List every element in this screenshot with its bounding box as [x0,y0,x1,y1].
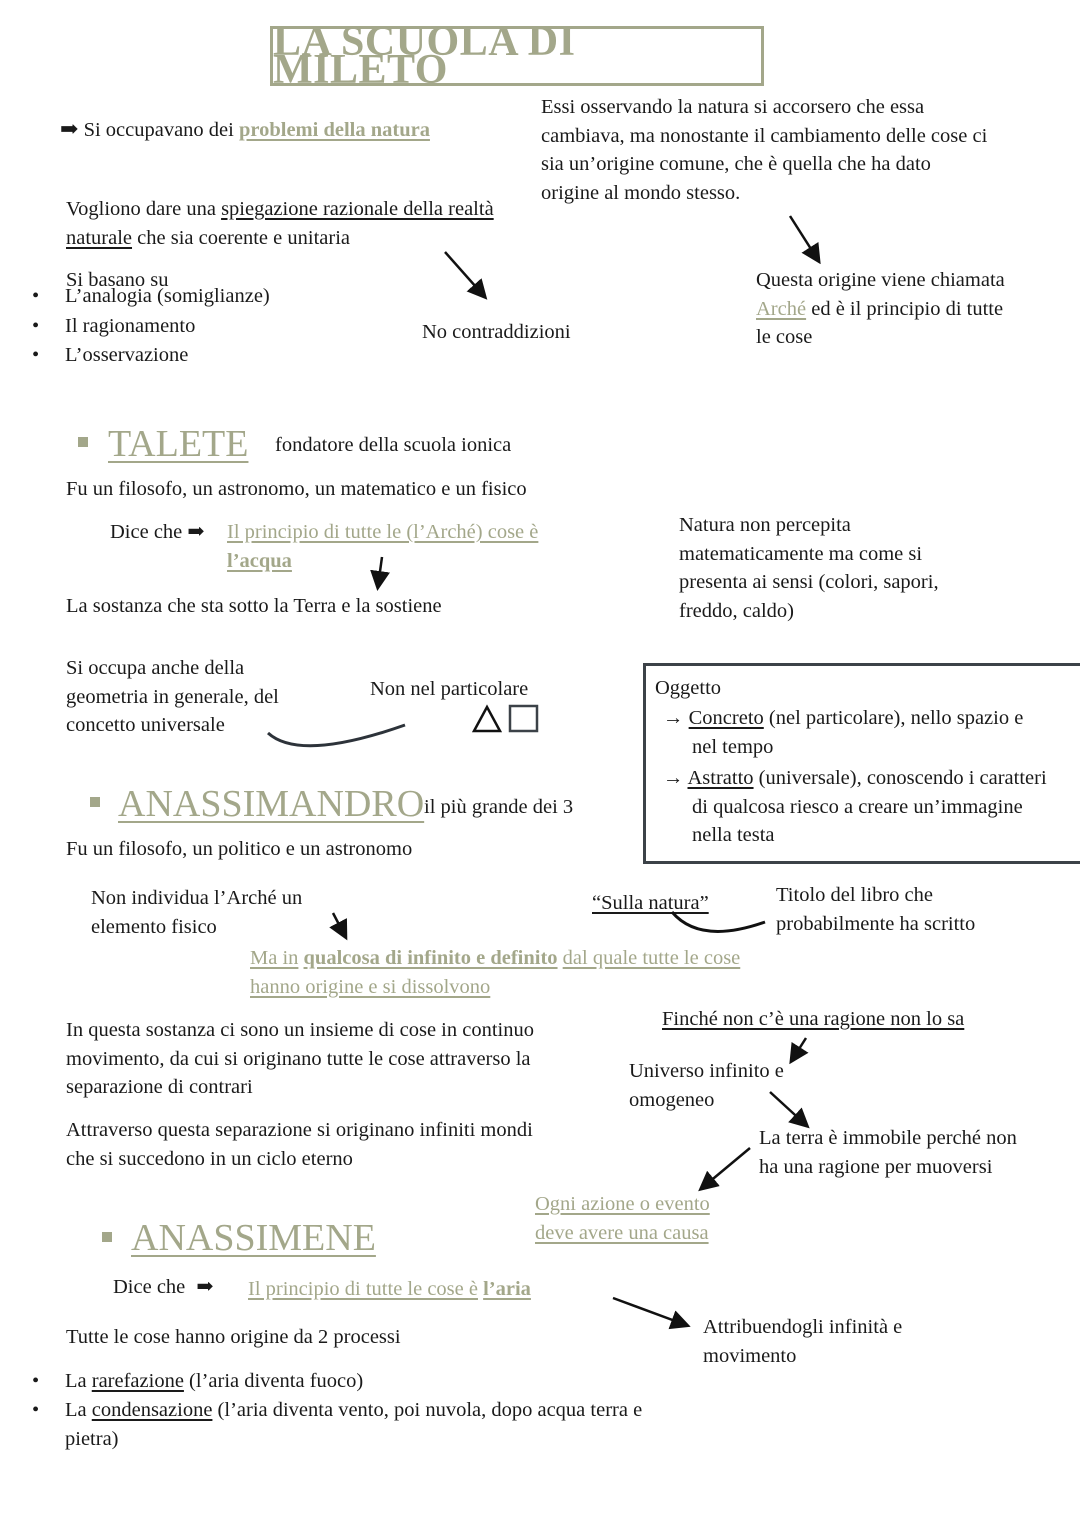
la: La [65,1370,87,1392]
square-icon [510,706,537,731]
basano-label: Si basano su [66,269,169,291]
arrow-icon [702,1148,750,1188]
vogliono-suffix: che sia coerente e unitaria [137,226,350,249]
non-individua: Non individua l’Arché un elemento fisico [91,887,303,938]
universo-text: Universo infinito e omogeneo [629,1060,784,1111]
condensazione: condensazione [91,1399,213,1421]
geometria-paragraph: Si occupa anche della geometria in generale, del concetto universale [66,657,279,736]
la: La [65,1399,87,1421]
arrow-icon [333,913,345,936]
page-title: LA SCUOLA DI MILETO [273,18,576,93]
anassimandro-heading: ANASSIMANDRO [118,783,425,825]
concreto-term: Concreto [688,707,764,729]
talete-sostanza: La sostanza che sta sotto la Terra e la sostiene [66,595,442,617]
acqua-text: l’acqua [227,549,292,572]
talete-fu: Fu un filosofo, un astronomo, un matematico e un fisico [66,478,527,500]
rarefazione: rarefazione [91,1370,184,1392]
item-rest: (l’aria diventa fuoco) [189,1370,364,1392]
libro-note: Titolo del libro che probabilmente ha scritto [776,884,976,935]
occupavano-text: Si occupavano dei [83,119,234,141]
arrow-icon [770,1092,806,1125]
arche-link: Arché [756,297,807,320]
non-particolare: Non nel particolare [370,678,529,700]
item-rest: (l’aria diventa vento, poi nuvola, dopo acqua terra e pietra) [65,1399,643,1450]
thick-arrow-icon: ➡ [187,521,205,543]
curve-connector [268,725,405,746]
problemi-natura-link: problemi della natura [238,119,430,141]
mondi-paragraph: Attraverso questa separazione si originano infiniti mondi che si succedono in un ciclo eterno [66,1119,533,1170]
terra-text: La terra è immobile perché non ha una ragione per muoversi [759,1127,1017,1178]
curve-connector [672,912,765,931]
talete-heading: TALETE [108,423,249,465]
arrow-icon [445,252,484,296]
oggetto-heading: Oggetto [655,677,722,699]
aria-text: l’aria [483,1278,531,1300]
triangle-icon [474,707,500,731]
no-contraddizioni: No contraddizioni [422,321,571,343]
list-item: • L’analogia (somiglianze) [0,282,270,312]
arrow-icon [613,1298,686,1325]
infinito-definito: qualcosa di infinito e definito [303,947,558,969]
natura-paragraph: Natura non percepita matematicamente ma come si presenta ai sensi (colori, sapori, freddo, caldo) [679,514,939,622]
sostanza-paragraph: In questa sostanza ci sono un insieme di cose in continuo movimento, da cui si originano tutte le cose attraverso la separazione di contrari [66,1019,534,1098]
concreto-rest: (nel particolare), nello spazio e nel tempo [692,707,1024,758]
principio-text: Il principio di tutte le (l’Arché) cose è [227,521,539,543]
list-item: • Il ragionamento [0,312,270,342]
essi-paragraph: Essi osservando la natura si accorsero che essa cambiava, ma nonostante il cambiamento delle cose ci sia un’origine comune, che è quella che ha dato origine al mondo stesso. [541,96,988,204]
talete-subtitle: fondatore della scuola ionica [275,434,512,456]
dice-che: Dice che [110,521,183,543]
anassimandro-subtitle: il più grande dei 3 [424,796,574,818]
principio-text: Il principio di tutte le cose è [248,1278,478,1300]
arrow-icon: → [663,707,689,729]
causa-text: Ogni azione o evento deve avere una causa [535,1193,710,1244]
ma-rest: dal quale tutte le cose hanno origine e si dissolvono [250,947,741,998]
origine-suffix: ed è il principio di tutte le cose [756,297,1004,348]
thick-arrow-icon: ➡ [196,1276,214,1298]
thick-arrow-icon: ➡ [60,116,79,141]
arrow-icon [378,557,382,586]
anassimene-heading: ANASSIMENE [131,1217,376,1259]
sulla-natura: “Sulla natura” [592,892,709,914]
vogliono-prefix: Vogliono dare una [66,198,216,220]
vogliono-underlined: spiegazione razionale della realtà naturale [66,198,494,249]
arrow-icon [792,1038,806,1060]
list-item: • L’osservazione [0,341,270,371]
processi-text: Tutte le cose hanno origine da 2 processi [66,1326,401,1348]
astratto-term: Astratto [687,767,754,789]
origine-prefix: Questa origine viene chiamata [756,269,1005,291]
ma-in: Ma in [250,947,299,969]
anassimandro-fu: Fu un filosofo, un politico e un astronomo [66,838,413,860]
astratto-rest: (universale), conoscendo i caratteri di qualcosa riesco a creare un’immagine nella testa [692,767,1047,846]
arrow-icon [790,216,818,260]
finche-text: Finché non c’è una ragione non lo sa [662,1008,965,1030]
arrow-icon: → [663,767,688,789]
dice-che: Dice che [113,1276,186,1298]
attribuendo-text: Attribuendogli infinità e movimento [703,1316,903,1367]
